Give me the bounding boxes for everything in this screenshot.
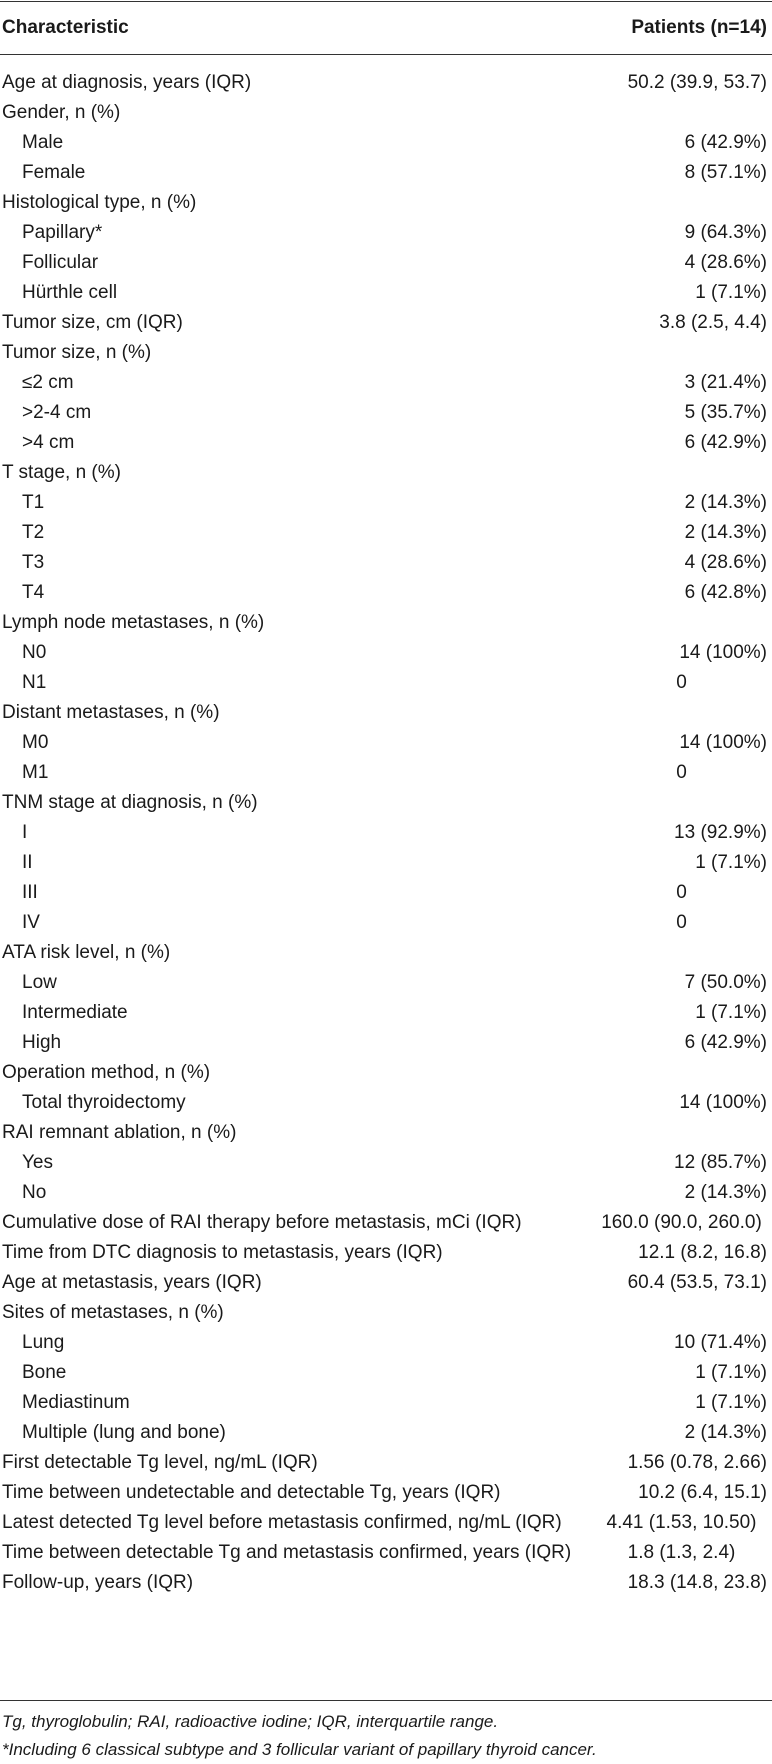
row-label: High bbox=[22, 1032, 62, 1053]
table-row bbox=[0, 278, 772, 308]
table-row bbox=[0, 1418, 772, 1448]
table-row bbox=[0, 758, 772, 788]
row-label: N0 bbox=[22, 642, 47, 663]
row-value: 10.2 (6.4, 15.1) bbox=[638, 1482, 767, 1503]
row-value: 3.8 (2.5, 4.4) bbox=[659, 312, 767, 333]
header-rule bbox=[0, 54, 772, 55]
row-value: 14 (100%) bbox=[679, 642, 767, 663]
row-value: 6 (42.8%) bbox=[684, 582, 767, 603]
table-row bbox=[0, 1478, 772, 1508]
row-value: 9 (64.3%) bbox=[684, 222, 767, 243]
table-row bbox=[0, 848, 772, 878]
row-label: Histological type, n (%) bbox=[2, 192, 197, 213]
row-label: Low bbox=[22, 972, 57, 993]
table-row bbox=[0, 878, 772, 908]
table-row bbox=[0, 98, 772, 128]
row-label: First detectable Tg level, ng/mL (IQR) bbox=[2, 1452, 318, 1473]
table-row bbox=[0, 638, 772, 668]
row-label: Papillary* bbox=[22, 222, 103, 243]
row-value: 12 (85.7%) bbox=[674, 1152, 767, 1173]
header-patients: Patients (n=14) bbox=[631, 17, 767, 38]
header-characteristic: Characteristic bbox=[2, 17, 129, 38]
table-row bbox=[0, 1178, 772, 1208]
row-value: 12.1 (8.2, 16.8) bbox=[638, 1242, 767, 1263]
table-row bbox=[0, 158, 772, 188]
table-row bbox=[0, 248, 772, 278]
table-header bbox=[0, 0, 772, 55]
row-label: T stage, n (%) bbox=[2, 462, 121, 483]
table-row bbox=[0, 668, 772, 698]
row-value: 1 (7.1%) bbox=[695, 1362, 767, 1383]
row-label: Operation method, n (%) bbox=[2, 1062, 211, 1083]
table-row bbox=[0, 1298, 772, 1328]
table-row bbox=[0, 1328, 772, 1358]
table-footnotes bbox=[2, 1708, 772, 1764]
row-value: 7 (50.0%) bbox=[684, 972, 767, 993]
row-label: TNM stage at diagnosis, n (%) bbox=[2, 792, 258, 813]
row-label: Distant metastases, n (%) bbox=[2, 702, 220, 723]
row-value: 1 (7.1%) bbox=[695, 1392, 767, 1413]
table-row bbox=[0, 818, 772, 848]
row-label: >2-4 cm bbox=[22, 402, 92, 423]
row-value: 0 bbox=[676, 762, 687, 783]
row-label: Lung bbox=[22, 1332, 65, 1353]
row-label: M1 bbox=[22, 762, 49, 783]
row-value: 1 (7.1%) bbox=[695, 282, 767, 303]
row-value: 2 (14.3%) bbox=[684, 492, 767, 513]
row-label: Sites of metastases, n (%) bbox=[2, 1302, 224, 1323]
row-label: >4 cm bbox=[22, 432, 75, 453]
row-value: 6 (42.9%) bbox=[684, 432, 767, 453]
table-row bbox=[0, 1208, 772, 1238]
table-row bbox=[0, 1358, 772, 1388]
table-row bbox=[0, 1388, 772, 1418]
table-row bbox=[0, 1508, 772, 1538]
row-label: I bbox=[22, 822, 28, 843]
bottom-rule bbox=[0, 1700, 772, 1701]
row-label: Latest detected Tg level before metastasis confirmed, ng/mL (IQR) bbox=[2, 1512, 562, 1533]
row-label: N1 bbox=[22, 672, 47, 693]
row-label: Time between undetectable and detectable Tg, years (IQR) bbox=[2, 1482, 501, 1503]
row-value: 160.0 (90.0, 260.0) bbox=[601, 1212, 762, 1233]
row-label: Male bbox=[22, 132, 64, 153]
table-row bbox=[0, 998, 772, 1028]
row-value: 6 (42.9%) bbox=[684, 1032, 767, 1053]
row-value: 60.4 (53.5, 73.1) bbox=[627, 1272, 767, 1293]
row-label: Tumor size, cm (IQR) bbox=[2, 312, 183, 333]
row-value: 4 (28.6%) bbox=[684, 252, 767, 273]
row-label: Gender, n (%) bbox=[2, 102, 121, 123]
table-row bbox=[0, 728, 772, 758]
row-value: 13 (92.9%) bbox=[674, 822, 767, 843]
table-row bbox=[0, 1448, 772, 1478]
table-row bbox=[0, 1058, 772, 1088]
row-value: 2 (14.3%) bbox=[684, 1422, 767, 1443]
table-row bbox=[0, 1268, 772, 1298]
table-row bbox=[0, 608, 772, 638]
table-row bbox=[0, 1568, 772, 1598]
table-row bbox=[0, 518, 772, 548]
table-row bbox=[0, 1148, 772, 1178]
table-row bbox=[0, 428, 772, 458]
row-value: 10 (71.4%) bbox=[674, 1332, 767, 1353]
row-value: 3 (21.4%) bbox=[684, 372, 767, 393]
row-value: 6 (42.9%) bbox=[684, 132, 767, 153]
table-row bbox=[0, 68, 772, 98]
table-row bbox=[0, 788, 772, 818]
footnote-abbreviations: Tg, thyroglobulin; RAI, radioactive iodine; IQR, interquartile range. bbox=[2, 1712, 499, 1731]
row-label: III bbox=[22, 882, 38, 903]
row-label: Time from DTC diagnosis to metastasis, years (IQR) bbox=[2, 1242, 443, 1263]
row-label: Total thyroidectomy bbox=[22, 1092, 186, 1113]
table-row bbox=[0, 698, 772, 728]
footnote-papillary: *Including 6 classical subtype and 3 follicular variant of papillary thyroid cancer. bbox=[2, 1740, 597, 1759]
table-row bbox=[0, 488, 772, 518]
row-label: Yes bbox=[22, 1152, 53, 1173]
table-row bbox=[0, 548, 772, 578]
table-row bbox=[0, 938, 772, 968]
row-label: Female bbox=[22, 162, 86, 183]
row-label: Mediastinum bbox=[22, 1392, 130, 1413]
row-value: 0 bbox=[676, 672, 687, 693]
row-label: Time between detectable Tg and metastasis confirmed, years (IQR) bbox=[2, 1542, 572, 1563]
row-value: 8 (57.1%) bbox=[684, 162, 767, 183]
row-label: Bone bbox=[22, 1362, 67, 1383]
row-value: 2 (14.3%) bbox=[684, 522, 767, 543]
row-label: T4 bbox=[22, 582, 45, 603]
row-value: 4.41 (1.53, 10.50) bbox=[606, 1512, 757, 1533]
row-label: ≤2 cm bbox=[22, 372, 74, 393]
table-row bbox=[0, 1088, 772, 1118]
row-label: M0 bbox=[22, 732, 49, 753]
row-value: 5 (35.7%) bbox=[684, 402, 767, 423]
row-value: 14 (100%) bbox=[679, 732, 767, 753]
row-value: 1 (7.1%) bbox=[695, 1002, 767, 1023]
row-label: Age at diagnosis, years (IQR) bbox=[2, 72, 252, 93]
row-value: 1.8 (1.3, 2.4) bbox=[627, 1542, 736, 1563]
row-label: Hürthle cell bbox=[22, 282, 118, 303]
row-label: Cumulative dose of RAI therapy before metastasis, mCi (IQR) bbox=[2, 1212, 522, 1233]
row-value: 0 bbox=[676, 882, 687, 903]
row-label: Follow-up, years (IQR) bbox=[2, 1572, 194, 1593]
table-row bbox=[0, 1118, 772, 1148]
row-value: 2 (14.3%) bbox=[684, 1182, 767, 1203]
row-label: ATA risk level, n (%) bbox=[2, 942, 171, 963]
row-label: Multiple (lung and bone) bbox=[22, 1422, 226, 1443]
row-label: T3 bbox=[22, 552, 45, 573]
row-label: RAI remnant ablation, n (%) bbox=[2, 1122, 237, 1143]
row-value: 18.3 (14.8, 23.8) bbox=[627, 1572, 767, 1593]
table-row bbox=[0, 1028, 772, 1058]
row-label: IV bbox=[22, 912, 40, 933]
table-row bbox=[0, 968, 772, 998]
row-value: 1.56 (0.78, 2.66) bbox=[627, 1452, 767, 1473]
table-row bbox=[0, 368, 772, 398]
table-row bbox=[0, 218, 772, 248]
table-row bbox=[0, 578, 772, 608]
table-row bbox=[0, 338, 772, 368]
row-label: Follicular bbox=[22, 252, 99, 273]
row-value: 50.2 (39.9, 53.7) bbox=[627, 72, 767, 93]
row-label: T1 bbox=[22, 492, 45, 513]
table-row bbox=[0, 398, 772, 428]
row-label: Tumor size, n (%) bbox=[2, 342, 152, 363]
table-row bbox=[0, 458, 772, 488]
table-row bbox=[0, 308, 772, 338]
table-row bbox=[0, 1538, 772, 1568]
row-label: Intermediate bbox=[22, 1002, 128, 1023]
row-value: 0 bbox=[676, 912, 687, 933]
row-value: 1 (7.1%) bbox=[695, 852, 767, 873]
row-label: II bbox=[22, 852, 33, 873]
table-body bbox=[0, 68, 772, 1598]
table-row bbox=[0, 188, 772, 218]
table-row bbox=[0, 128, 772, 158]
table-row bbox=[0, 908, 772, 938]
row-label: Age at metastasis, years (IQR) bbox=[2, 1272, 262, 1293]
row-label: No bbox=[22, 1182, 47, 1203]
table-row bbox=[0, 1238, 772, 1268]
row-label: T2 bbox=[22, 522, 45, 543]
row-label: Lymph node metastases, n (%) bbox=[2, 612, 265, 633]
row-value: 14 (100%) bbox=[679, 1092, 767, 1113]
row-value: 4 (28.6%) bbox=[684, 552, 767, 573]
